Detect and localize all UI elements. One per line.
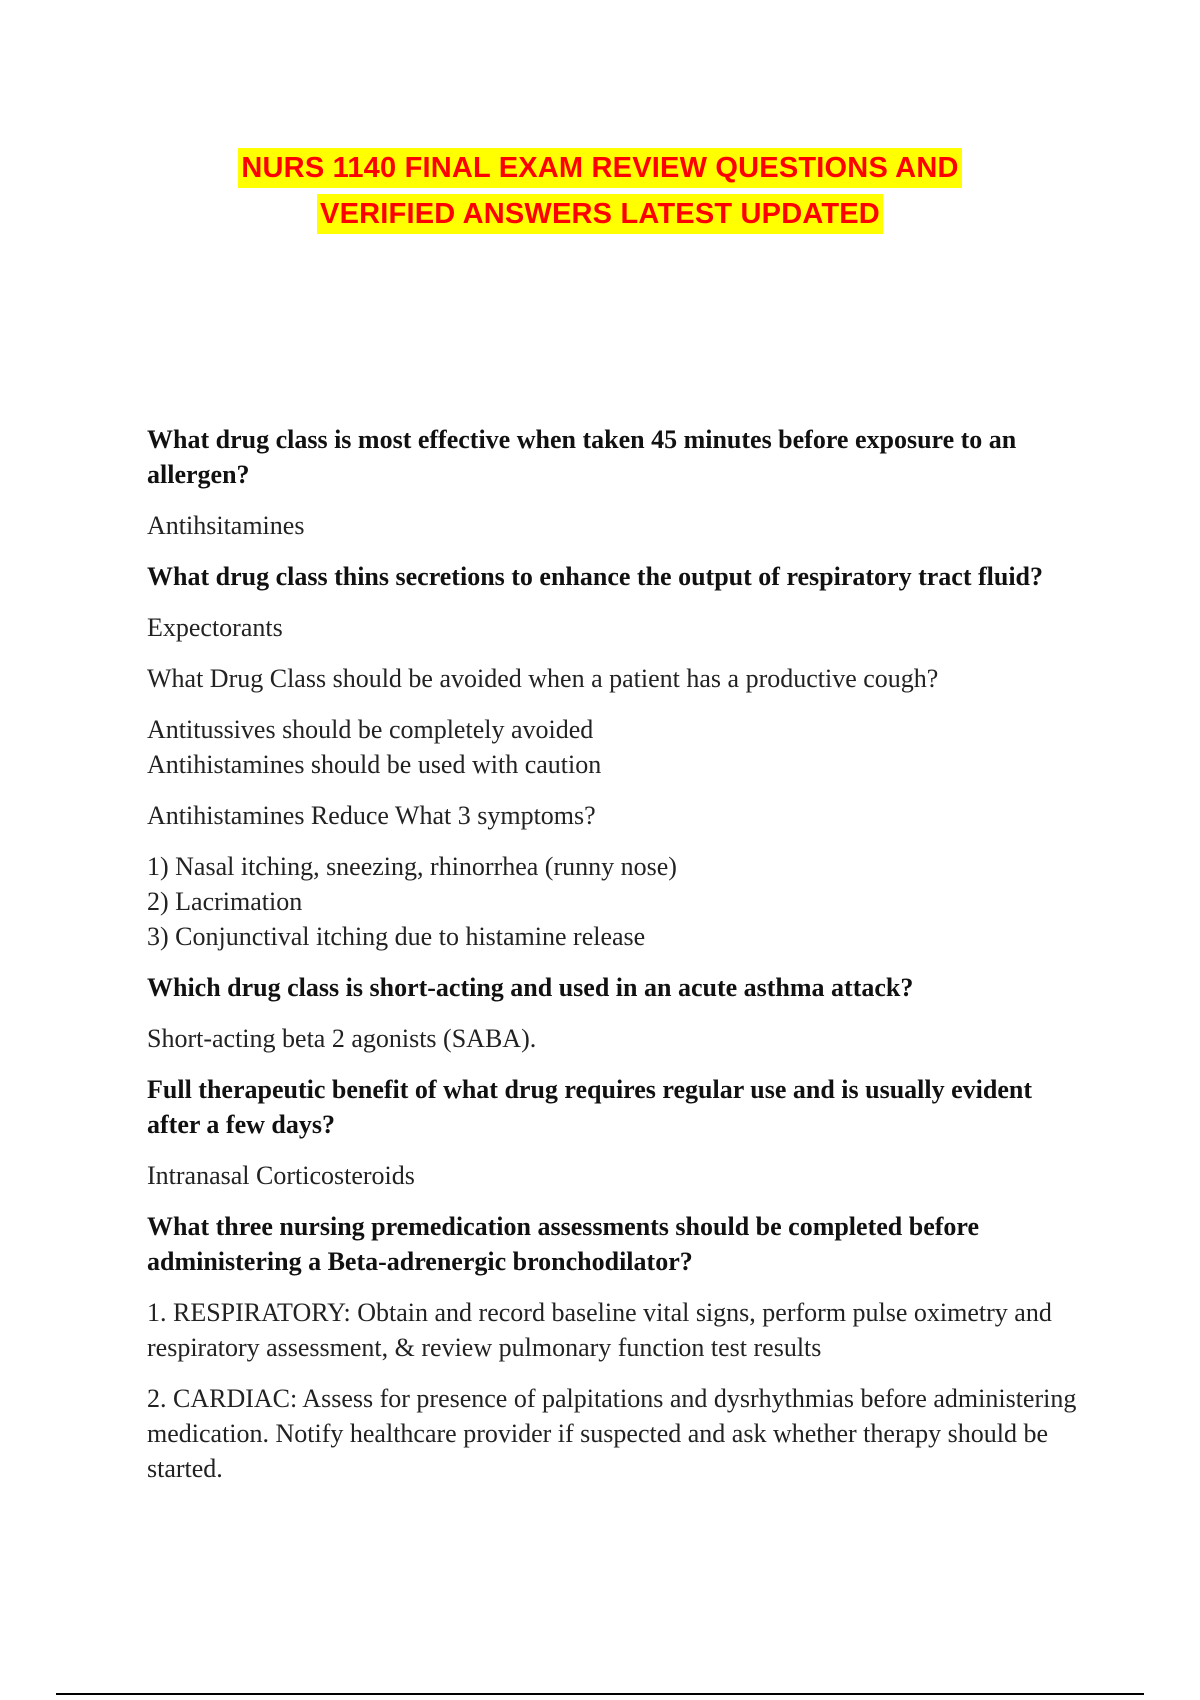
answer-7-part-2: 2. CARDIAC: Assess for presence of palpitations and dysrhythmias before administering medication. Notify healthcare provider if suspected and ask whether therapy should be started. <box>147 1384 1077 1483</box>
answer-5: Short-acting beta 2 agonists (SABA). <box>147 1024 537 1053</box>
question-1: What drug class is most effective when taken 45 minutes before exposure to an allergen? <box>147 425 1017 489</box>
question-4: Antihistamines Reduce What 3 symptoms? <box>147 801 596 830</box>
answer-6: Intranasal Corticosteroids <box>147 1161 415 1190</box>
question-2: What drug class thins secretions to enhance the output of respiratory tract fluid? <box>147 562 1044 591</box>
answer-7-part-1: 1. RESPIRATORY: Obtain and record baseline vital signs, perform pulse oximetry and respiratory assessment, & review pulmonary function test results <box>147 1298 1052 1362</box>
question-7: What three nursing premedication assessments should be completed before administering a Beta-adrenergic bronchodilator? <box>147 1212 979 1276</box>
answer-2: Expectorants <box>147 613 283 642</box>
title-line-1: NURS 1140 FINAL EXAM REVIEW QUESTIONS AND <box>238 148 961 188</box>
answer-4: 1) Nasal itching, sneezing, rhinorrhea (runny nose) 2) Lacrimation 3) Conjunctival itching due to histamine release <box>147 852 677 951</box>
title-line-2: VERIFIED ANSWERS LATEST UPDATED <box>317 194 883 234</box>
document-title <box>0 148 1200 234</box>
page-bottom-rule <box>56 1693 1144 1695</box>
answer-3: Antitussives should be completely avoided Antihistamines should be used with caution <box>147 715 602 779</box>
question-5: Which drug class is short-acting and used in an acute asthma attack? <box>147 973 914 1002</box>
answer-1: Antihsitamines <box>147 511 305 540</box>
qa-list <box>147 422 1077 1502</box>
question-6: Full therapeutic benefit of what drug requires regular use and is usually evident after a few days? <box>147 1075 1033 1139</box>
question-3: What Drug Class should be avoided when a patient has a productive cough? <box>147 664 939 693</box>
